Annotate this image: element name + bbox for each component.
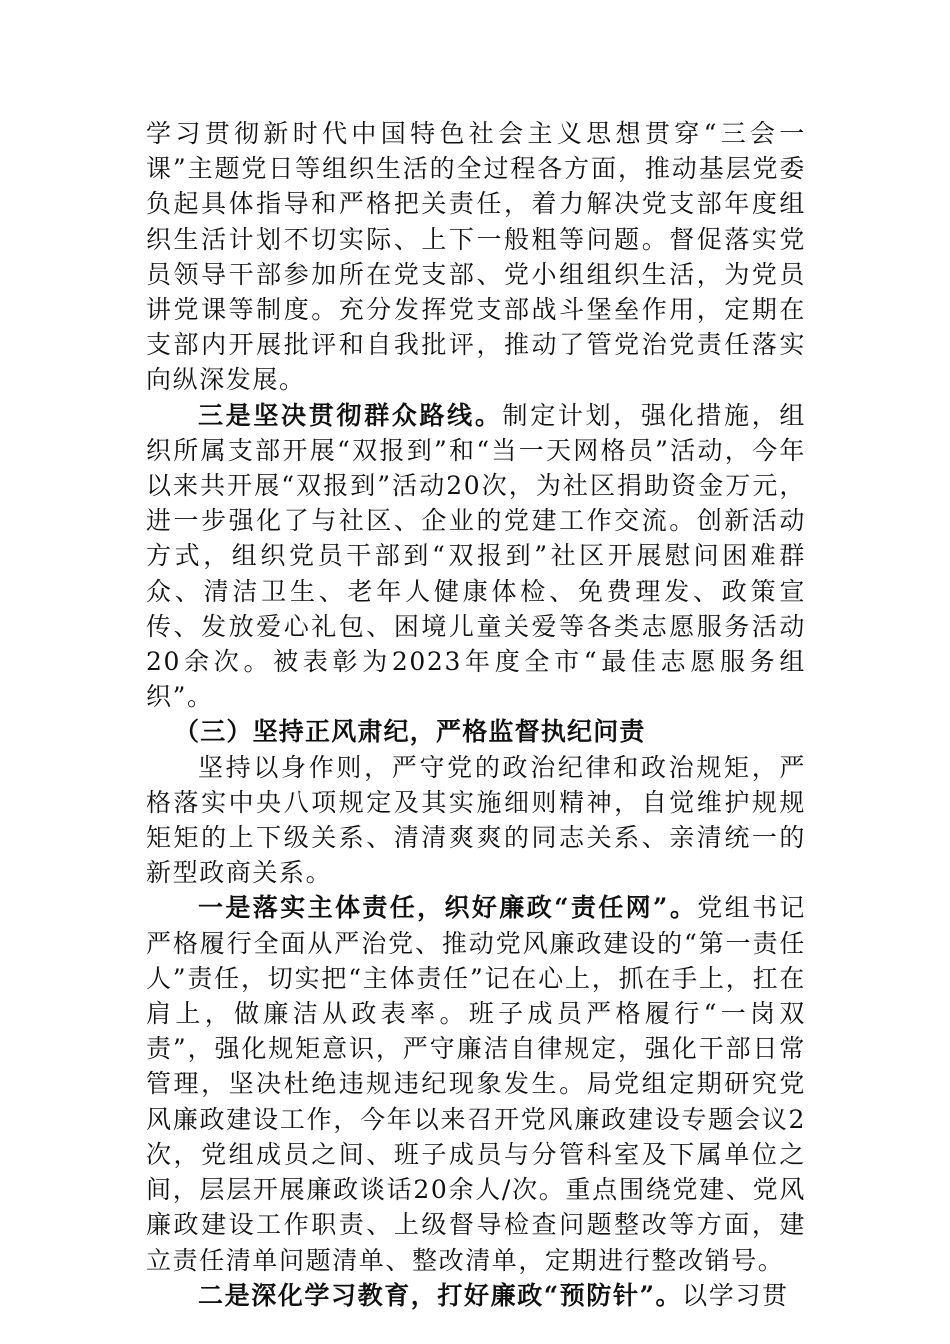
paragraph-mass-line: [146, 398, 806, 715]
paragraph-text: 以学习贯: [682, 1280, 789, 1310]
paragraph-text: 党组书记严格履行全面从严治党、推动党风廉政建设的“第一责任人”责任，切实把“主体责任”记在心上，抓在手上，扛在肩上，做廉洁从政表率。班子成员严格履行“一岗双责”，强化规矩意识，严守廉洁自律规定，强化干部日常管理，坚决杜绝违规违纪现象发生。局党组定期研究党风廉政建设工作，今年以来召开党风廉政建设专题会议2次，党组成员之间、班子成员与分管科室及下属单位之间，层层开展廉政谈话20余人/次。重点围绕党建、党风廉政建设工作职责、上级督导检查问题整改等方面，建立责任清单问题清单、整改清单，定期进行整改销号。: [146, 893, 806, 1275]
paragraph-continuation: [146, 116, 806, 398]
section-heading: （三）坚持正风肃纪，严格监督执纪问责: [174, 717, 646, 747]
paragraph-responsibility-net: [146, 890, 806, 1277]
document-body: [146, 116, 806, 1313]
paragraph-text: 制定计划，强化措施，组织所属支部开展“双报到”和“当一天网格员”活动，今年以来共开展“双报到”活动20次，为社区捐助资金万元，进一步强化了与社区、企业的党建工作交流。创新活动方式，组织党员干部到“双报到”社区开展慰问困难群众、清洁卫生、老年人健康体检、免费理发、政策宣传、发放爱心礼包、困境儿童关爱等各类志愿服务活动20余次。被表彰为2023年度全市“最佳志愿服务组织”。: [146, 400, 806, 712]
paragraph-text: 坚持以身作则，严守党的政治纪律和政治规矩，严格落实中央八项规定及其实施细则精神，自觉维护规规矩矩的上下级关系、清清爽爽的同志关系、亲清统一的新型政商关系。: [146, 752, 806, 888]
paragraph-lead: 三是坚决贯彻群众路线。: [198, 400, 503, 430]
paragraph-lead: 二是深化学习教育，打好廉政“预防针”。: [198, 1280, 683, 1310]
paragraph-lead: 一是落实主体责任，织好廉政“责任网”。: [198, 893, 698, 923]
paragraph-section-intro: [146, 750, 806, 891]
paragraph-prevention: [146, 1278, 806, 1313]
paragraph-text: 学习贯彻新时代中国特色社会主义思想贯穿“三会一课”主题党日等组织生活的全过程各方面，推动基层党委负起具体指导和严格把关责任，着力解决党支部年度组织生活计划不切实际、上下一般粗等问题。督促落实党员领导干部参加所在党支部、党小组组织生活，为党员讲党课等制度。充分发挥党支部战斗堡垒作用，定期在支部内开展批评和自我批评，推动了管党治党责任落实向纵深发展。: [146, 119, 806, 395]
